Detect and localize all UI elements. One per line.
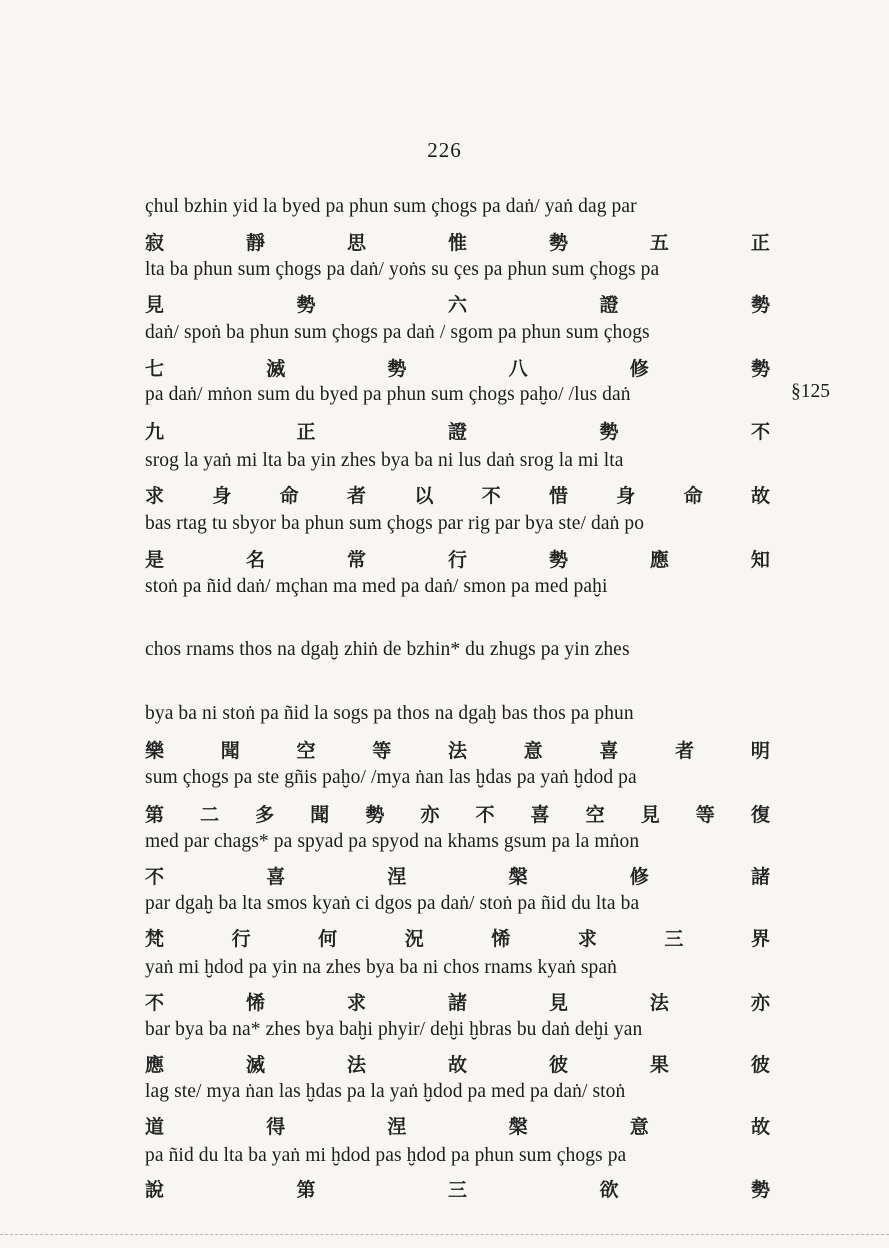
chinese-character: 意 bbox=[523, 740, 543, 762]
chinese-character: 應 bbox=[649, 549, 669, 571]
romanized-line: lta ba phun sum çhogs pa daṅ/ yoṅs su çes pa phun sum çhogs pa bbox=[145, 259, 660, 280]
chinese-character: 喜 bbox=[599, 740, 619, 762]
chinese-gloss-line bbox=[145, 924, 770, 951]
chinese-character: 諸 bbox=[750, 866, 770, 888]
chinese-character: 何 bbox=[318, 928, 338, 950]
chinese-character: 復 bbox=[750, 804, 770, 826]
chinese-character: 命 bbox=[683, 485, 703, 507]
page-number: 226 bbox=[427, 138, 462, 162]
chinese-character: 亦 bbox=[750, 992, 770, 1014]
chinese-character: 說 bbox=[145, 1179, 165, 1201]
chinese-character: 第 bbox=[145, 804, 165, 826]
section-margin-note: §125 bbox=[791, 381, 830, 402]
chinese-character: 法 bbox=[346, 1054, 366, 1076]
chinese-gloss-line bbox=[145, 417, 770, 444]
chinese-character: 不 bbox=[145, 992, 165, 1014]
chinese-character: 空 bbox=[296, 740, 316, 762]
chinese-character: 勢 bbox=[387, 358, 407, 380]
chinese-character: 三 bbox=[664, 928, 684, 950]
chinese-gloss-line bbox=[145, 1050, 770, 1077]
chinese-character: 見 bbox=[640, 804, 660, 826]
chinese-character: 況 bbox=[404, 928, 424, 950]
chinese-character: 正 bbox=[296, 421, 316, 443]
chinese-character: 槃 bbox=[508, 866, 528, 888]
chinese-character: 故 bbox=[750, 485, 770, 507]
chinese-character: 欲 bbox=[599, 1179, 619, 1201]
romanized-line: pa daṅ/ mṅon sum du byed pa phun sum çhogs paḫo/ /lus daṅ bbox=[145, 384, 631, 405]
chinese-character: 法 bbox=[447, 740, 467, 762]
chinese-character: 界 bbox=[750, 928, 770, 950]
chinese-character: 六 bbox=[447, 294, 467, 316]
chinese-character: 槃 bbox=[508, 1116, 528, 1138]
chinese-character: 不 bbox=[481, 485, 501, 507]
chinese-character: 應 bbox=[145, 1054, 165, 1076]
chinese-gloss-line bbox=[145, 1112, 770, 1139]
chinese-character: 惟 bbox=[447, 232, 467, 254]
chinese-gloss-line bbox=[145, 228, 770, 255]
romanized-line: chos rnams thos na dgaḫ zhiṅ de bzhin* du zhugs pa yin zhes bbox=[145, 639, 630, 660]
chinese-character: 惜 bbox=[548, 485, 568, 507]
chinese-character: 行 bbox=[447, 549, 467, 571]
chinese-character: 悕 bbox=[245, 992, 265, 1014]
chinese-character: 法 bbox=[649, 992, 669, 1014]
romanized-line: stoṅ pa ñid daṅ/ mçhan ma med pa daṅ/ smon pa med paḫi bbox=[145, 576, 608, 597]
chinese-character: 涅 bbox=[387, 1116, 407, 1138]
romanized-line: par dgaḫ ba lta smos kyaṅ ci dgos pa daṅ/ stoṅ pa ñid du lta ba bbox=[145, 893, 640, 914]
chinese-character: 道 bbox=[145, 1116, 165, 1138]
chinese-character: 見 bbox=[548, 992, 568, 1014]
chinese-character: 喜 bbox=[266, 866, 286, 888]
chinese-character: 樂 bbox=[145, 740, 165, 762]
chinese-character: 名 bbox=[245, 549, 265, 571]
chinese-gloss-line bbox=[145, 800, 770, 827]
chinese-character: 身 bbox=[212, 485, 232, 507]
romanized-line: lag ste/ mya ṅan las ḫdas pa la yaṅ ḫdod pa med pa daṅ/ stoṅ bbox=[145, 1081, 626, 1102]
chinese-gloss-line bbox=[145, 862, 770, 889]
chinese-character: 多 bbox=[255, 804, 275, 826]
chinese-gloss-line bbox=[145, 988, 770, 1015]
chinese-character: 不 bbox=[750, 421, 770, 443]
romanized-line: sum çhogs pa ste gñis paḫo/ /mya ṅan las ḫdas pa yaṅ ḫdod pa bbox=[145, 767, 637, 788]
chinese-character: 意 bbox=[629, 1116, 649, 1138]
chinese-character: 故 bbox=[447, 1054, 467, 1076]
romanized-line: çhul bzhin yid la byed pa phun sum çhogs pa daṅ/ yaṅ dag par bbox=[145, 196, 637, 217]
chinese-gloss-line bbox=[145, 736, 770, 763]
chinese-character: 滅 bbox=[266, 358, 286, 380]
bottom-rule bbox=[0, 1234, 889, 1236]
chinese-character: 果 bbox=[649, 1054, 669, 1076]
chinese-character: 得 bbox=[266, 1116, 286, 1138]
chinese-character: 勢 bbox=[750, 1179, 770, 1201]
chinese-character: 勢 bbox=[548, 549, 568, 571]
chinese-character: 七 bbox=[145, 358, 165, 380]
chinese-character: 等 bbox=[372, 740, 392, 762]
chinese-character: 證 bbox=[447, 421, 467, 443]
romanized-line: bya ba ni stoṅ pa ñid la sogs pa thos na dgaḫ bas thos pa phun bbox=[145, 703, 634, 724]
chinese-gloss-line bbox=[145, 481, 770, 508]
chinese-character: 故 bbox=[750, 1116, 770, 1138]
chinese-character: 勢 bbox=[548, 232, 568, 254]
chinese-gloss-line bbox=[145, 354, 770, 381]
romanized-line: yaṅ mi ḫdod pa yin na zhes bya ba ni chos rnams kyaṅ spaṅ bbox=[145, 957, 617, 978]
chinese-character: 勢 bbox=[296, 294, 316, 316]
chinese-character: 寂 bbox=[145, 232, 165, 254]
chinese-character: 五 bbox=[649, 232, 669, 254]
chinese-character: 聞 bbox=[310, 804, 330, 826]
romanized-line: bas rtag tu sbyor ba phun sum çhogs par rig par bya ste/ daṅ po bbox=[145, 513, 645, 534]
chinese-character: 正 bbox=[750, 232, 770, 254]
romanized-line: med par chags* pa spyad pa spyod na khams gsum pa la mṅon bbox=[145, 831, 640, 852]
chinese-character: 修 bbox=[629, 866, 649, 888]
chinese-character: 身 bbox=[616, 485, 636, 507]
chinese-character: 知 bbox=[750, 549, 770, 571]
chinese-character: 者 bbox=[346, 485, 366, 507]
romanized-line: daṅ/ spoṅ ba phun sum çhogs pa daṅ / sgom pa phun sum çhogs bbox=[145, 322, 650, 343]
chinese-character: 者 bbox=[675, 740, 695, 762]
chinese-character: 梵 bbox=[145, 928, 165, 950]
chinese-character: 彼 bbox=[548, 1054, 568, 1076]
romanized-line: pa ñid du lta ba yaṅ mi ḫdod pas ḫdod pa phun sum çhogs pa bbox=[145, 1145, 627, 1166]
chinese-character: 空 bbox=[585, 804, 605, 826]
chinese-character: 是 bbox=[145, 549, 165, 571]
chinese-character: 勢 bbox=[750, 358, 770, 380]
chinese-character: 求 bbox=[145, 485, 165, 507]
chinese-character: 修 bbox=[629, 358, 649, 380]
chinese-character: 第 bbox=[296, 1179, 316, 1201]
chinese-character: 三 bbox=[447, 1179, 467, 1201]
chinese-character: 求 bbox=[577, 928, 597, 950]
romanized-line: srog la yaṅ mi lta ba yin zhes bya ba ni lus daṅ srog la mi lta bbox=[145, 450, 624, 471]
chinese-character: 見 bbox=[145, 294, 165, 316]
chinese-character: 勢 bbox=[750, 294, 770, 316]
chinese-character: 彼 bbox=[750, 1054, 770, 1076]
chinese-character: 行 bbox=[231, 928, 251, 950]
chinese-character: 命 bbox=[279, 485, 299, 507]
chinese-character: 常 bbox=[346, 549, 366, 571]
chinese-character: 滅 bbox=[245, 1054, 265, 1076]
chinese-character: 喜 bbox=[530, 804, 550, 826]
chinese-character: 二 bbox=[200, 804, 220, 826]
chinese-gloss-line bbox=[145, 1175, 770, 1202]
chinese-character: 不 bbox=[145, 866, 165, 888]
chinese-character: 證 bbox=[599, 294, 619, 316]
chinese-character: 八 bbox=[508, 358, 528, 380]
chinese-character: 以 bbox=[414, 485, 434, 507]
chinese-character: 涅 bbox=[387, 866, 407, 888]
chinese-character: 明 bbox=[750, 740, 770, 762]
chinese-character: 聞 bbox=[220, 740, 240, 762]
chinese-gloss-line bbox=[145, 290, 770, 317]
chinese-character: 九 bbox=[145, 421, 165, 443]
romanized-line: bar bya ba na* zhes bya baḫi phyir/ deḫi ḫbras bu daṅ deḫi yan bbox=[145, 1019, 643, 1040]
chinese-character: 諸 bbox=[447, 992, 467, 1014]
chinese-character: 勢 bbox=[599, 421, 619, 443]
chinese-character: 等 bbox=[695, 804, 715, 826]
chinese-character: 求 bbox=[346, 992, 366, 1014]
chinese-character: 思 bbox=[346, 232, 366, 254]
chinese-character: 勢 bbox=[365, 804, 385, 826]
chinese-character: 靜 bbox=[245, 232, 265, 254]
chinese-character: 亦 bbox=[420, 804, 440, 826]
chinese-character: 悕 bbox=[491, 928, 511, 950]
chinese-gloss-line bbox=[145, 545, 770, 572]
chinese-character: 不 bbox=[475, 804, 495, 826]
